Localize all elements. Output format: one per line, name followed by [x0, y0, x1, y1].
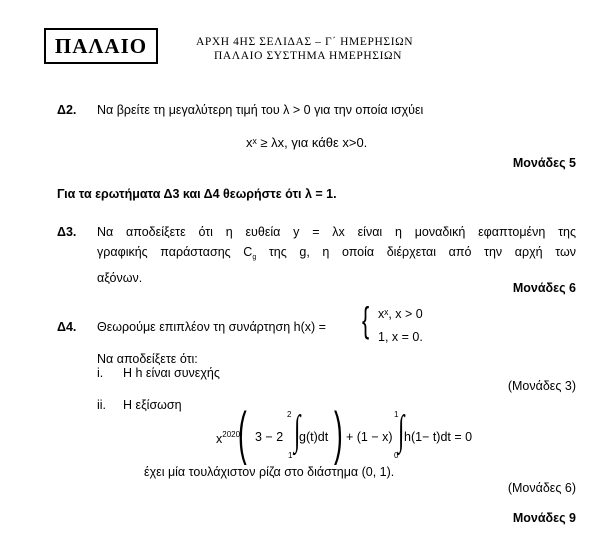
lambda-note: Για τα ερωτήματα Δ3 και Δ4 θεωρήστε ότι λ = 1. [57, 187, 337, 201]
item-ii-marks: (Μονάδες 6) [507, 481, 576, 495]
header-line-2: ΠΑΛΑΙΟ ΣΥΣΤΗΜΑ ΗΜΕΡΗΣΙΩΝ [214, 50, 403, 62]
item-ii-text: Η εξίσωση [123, 398, 182, 412]
item-i-label: i. [97, 366, 104, 380]
d2-marks: Μονάδες 5 [512, 156, 576, 170]
d4-intro: Θεωρούμε επιπλέον τη συνάρτηση h(x) = [97, 320, 326, 334]
d3-paragraph [97, 222, 576, 288]
d3-line-1: Να αποδείξετε ότι η ευθεία y = λx είναι η μοναδική εφαπτομένη της [97, 225, 576, 239]
d3-line-2 [97, 242, 576, 268]
equation-x: x [216, 432, 223, 446]
integral-2-lower: 0 [394, 451, 399, 460]
item-ii-label: ii. [97, 398, 107, 412]
right-paren: ) [334, 401, 343, 466]
left-paren: ( [238, 401, 247, 466]
root-text: έχει μία τουλάχιστον ρίζα στο διάστημα (0, 1). [144, 465, 395, 479]
integral-2-upper: 1 [394, 410, 399, 419]
integral-1-upper: 2 [287, 410, 292, 419]
d3-line-3: αξόνων. [97, 271, 143, 285]
item-i-text: Η h είναι συνεχής [123, 366, 220, 380]
d4-marks: Μονάδες 9 [512, 511, 576, 525]
d2-text: Να βρείτε τη μεγαλύτερη τιμή του λ > 0 για την οποία ισχύει [97, 103, 424, 117]
d3-marks: Μονάδες 6 [512, 281, 576, 295]
d2-formula: xˣ ≥ λx, για κάθε x>0. [246, 135, 368, 150]
integral-1-body: g(t)dt [299, 430, 329, 444]
item-i-marks: (Μονάδες 3) [507, 379, 576, 393]
d3-line-2-start: γραφικής παράστασης C [97, 245, 253, 259]
equation-exponent: 2020 [222, 430, 241, 439]
d3-label: Δ3. [57, 225, 77, 239]
integral-2-icon: ∫ [398, 408, 405, 454]
equation-base [216, 430, 240, 446]
d3-line-2-end: της g, η οποία διέρχεται από την αρχή των [256, 245, 577, 259]
header-line-1: ΑΡΧΗ 4ΗΣ ΣΕΛΙΔΑΣ – Γ΄ ΗΜΕΡΗΣΙΩΝ [196, 36, 414, 48]
piecewise-case-1: xˣ, x > 0 [378, 307, 423, 321]
old-system-badge: ΠΑΛΑΙΟ [44, 28, 158, 64]
d4-prove: Να αποδείξετε ότι: [97, 352, 198, 366]
d4-label: Δ4. [57, 320, 77, 334]
d3-subscript-g: g [252, 254, 257, 261]
equation-mid: + (1 − x) [346, 430, 393, 444]
piecewise-case-2: 1, x = 0. [378, 330, 423, 344]
equation-part-1: 3 − 2 [255, 430, 284, 444]
integral-2-body: h(1− t)dt = 0 [404, 430, 473, 444]
integral-1-icon: ∫ [294, 408, 301, 454]
d2-label: Δ2. [57, 103, 77, 117]
piecewise-brace: { [362, 299, 370, 340]
integral-1-lower: 1 [288, 451, 293, 460]
